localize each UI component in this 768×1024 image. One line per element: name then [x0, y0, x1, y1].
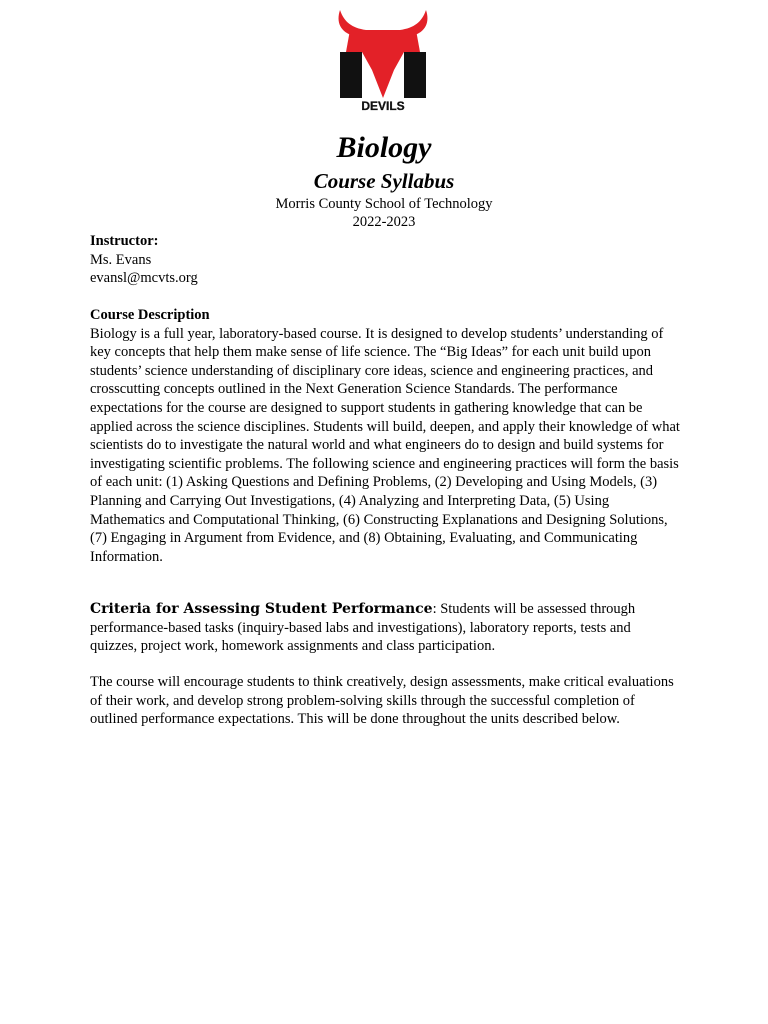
closing-paragraph: The course will encourage students to think creatively, design assessments, make critical evaluations of their work, and develop strong problem-solving skills through the successful completion of outlined performance expectations. This will be done throughout the units described below. [90, 674, 674, 728]
course-subtitle: Course Syllabus [313, 169, 455, 193]
logo-wordmark: DEVILS [361, 99, 405, 112]
devils-logo [336, 8, 430, 112]
course-title: Biology [336, 131, 432, 164]
criteria-section [90, 600, 680, 656]
instructor-name: Ms. Evans [90, 251, 152, 268]
devils-logo-icon [336, 8, 430, 112]
course-description-heading: Course Description [90, 307, 210, 323]
course-description-body: Biology is a full year, laboratory-based course. It is designed to develop students’ understanding of key concepts that help them make sense of life science. The “Big Ideas” for each unit build upon students’ science understanding of disciplinary core ideas, science and engineering practices, and crosscutting concepts outlined in the Next Generation Science Standards. The performance expectations for the course are designed to support students in gathering knowledge that can be applied across the science disciplines. Students will build, deepen, and apply their knowledge of what scientists do to investigate the natural world and what engineers do to design and build systems for investigating scientific problems. The following science and engineering practices will form the basis of each unit: (1) Asking Questions and Defining Problems, (2) Developing and Using Models, (3) Planning and Carrying Out Investigations, (4) Analyzing and Interpreting Data, (5) Using Mathematics and Computational Thinking, (6) Constructing Explanations and Designing Solutions, (7) Engaging in Argument from Evidence, and (8) Obtaining, Evaluating, and Communicating Information. [90, 325, 680, 565]
school-year: 2022-2023 [352, 214, 416, 230]
school-name: Morris County School of Technology [275, 196, 493, 212]
instructor-section [90, 232, 680, 288]
instructor-email[interactable]: evansl@mcvts.org [90, 270, 198, 287]
instructor-label: Instructor: [90, 233, 159, 249]
closing-section [90, 673, 680, 729]
criteria-paragraph [90, 600, 680, 656]
course-description-section [90, 306, 680, 566]
criteria-label: Criteria for Assessing Student Performance [90, 601, 433, 617]
criteria-body: : Students will be assessed through performance-based tasks (inquiry-based labs and investigations), laboratory reports, tests and quizzes, project work, homework assignments and class participation. [90, 601, 636, 655]
